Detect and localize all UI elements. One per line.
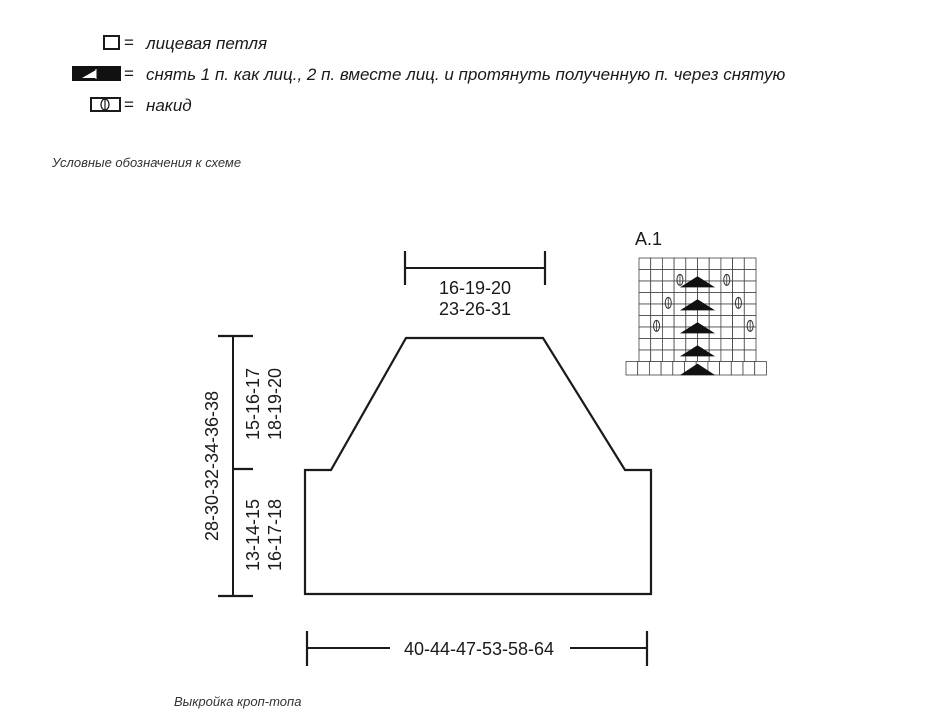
chart-cell (709, 316, 721, 328)
chart-cell (674, 316, 686, 328)
chart-cell (755, 362, 767, 376)
chart-cell (639, 316, 651, 328)
upper-length-label-2: 18-19-20 (265, 367, 285, 441)
chart-cell (639, 281, 651, 293)
chart-cell (720, 362, 732, 376)
lower-length-label-1: 13-14-15 (243, 498, 263, 572)
legend-equals: = (124, 64, 134, 83)
chart-title: A.1 (635, 229, 663, 249)
chart-cell (698, 258, 710, 270)
chart-cell (744, 350, 756, 362)
chart-cell (651, 258, 663, 270)
legend-caption: Условные обозначения к схеме (52, 155, 242, 170)
top-width-label-2: 23-26-31 (438, 299, 512, 319)
chart-cell (744, 270, 756, 282)
chart-cell (639, 270, 651, 282)
crop-top-outline (305, 338, 651, 594)
chart-cell (651, 293, 663, 305)
legend-item-knit: лицевая петля (146, 34, 268, 53)
chart-cell (733, 316, 745, 328)
legend-item-yarn-over: накид (146, 96, 192, 115)
chart-cell (626, 362, 638, 376)
chart-cell (733, 327, 745, 339)
legend-equals: = (124, 33, 134, 52)
chart-cell (662, 350, 674, 362)
chart-cell (733, 281, 745, 293)
chart-cell (731, 362, 743, 376)
chart-cell (733, 339, 745, 351)
chart-cell (744, 339, 756, 351)
chart-cell (651, 270, 663, 282)
top-width-label-1: 16-19-20 (438, 278, 512, 298)
chart-cell (721, 339, 733, 351)
chart-cell (721, 327, 733, 339)
chart-cell (733, 270, 745, 282)
chart-cell (721, 258, 733, 270)
chart-cell (733, 258, 745, 270)
chart-cell (662, 258, 674, 270)
chart-cell (744, 281, 756, 293)
chart-cell (744, 258, 756, 270)
chart-cell (709, 258, 721, 270)
chart-cell (743, 362, 755, 376)
chart-cell (709, 270, 721, 282)
chart-cell (721, 316, 733, 328)
chart-cell (721, 350, 733, 362)
chart-cell (651, 304, 663, 316)
legend-equals: = (124, 95, 134, 114)
chart-cell (674, 258, 686, 270)
chart-cell (639, 258, 651, 270)
upper-length-label-1: 15-16-17 (243, 367, 263, 441)
chart-cell (639, 327, 651, 339)
chart-cell (662, 339, 674, 351)
chart-cell (733, 350, 745, 362)
chart-cell (721, 293, 733, 305)
chart-cell (744, 304, 756, 316)
bottom-width-label: 40-44-47-53-58-64 (403, 639, 555, 659)
chart-cell (638, 362, 650, 376)
chart-cell (662, 270, 674, 282)
chart-cell (639, 293, 651, 305)
chart-cell (662, 327, 674, 339)
chart-cell (639, 339, 651, 351)
chart-grid (626, 258, 766, 375)
chart-cell (674, 339, 686, 351)
legend-item-decrease: снять 1 п. как лиц., 2 п. вместе лиц. и протянуть полученную п. через снятую (146, 65, 786, 84)
chart-cell (674, 293, 686, 305)
chart-cell (649, 362, 661, 376)
total-length-label: 28-30-32-34-36-38 (202, 390, 222, 542)
chart-cell (662, 316, 674, 328)
schematic-caption: Выкройка кроп-топа (174, 694, 302, 709)
chart-cell (651, 350, 663, 362)
chart-cell (744, 293, 756, 305)
chart-cell (662, 281, 674, 293)
chart-cell (639, 350, 651, 362)
lower-length-label-2: 16-17-18 (265, 498, 285, 572)
chart-cell (721, 304, 733, 316)
chart-cell (709, 293, 721, 305)
chart-cell (651, 281, 663, 293)
chart-cell (651, 339, 663, 351)
chart-cell (661, 362, 673, 376)
chart-cell (709, 339, 721, 351)
chart-cell (686, 258, 698, 270)
chart-cell (673, 362, 685, 376)
chart-cell (639, 304, 651, 316)
